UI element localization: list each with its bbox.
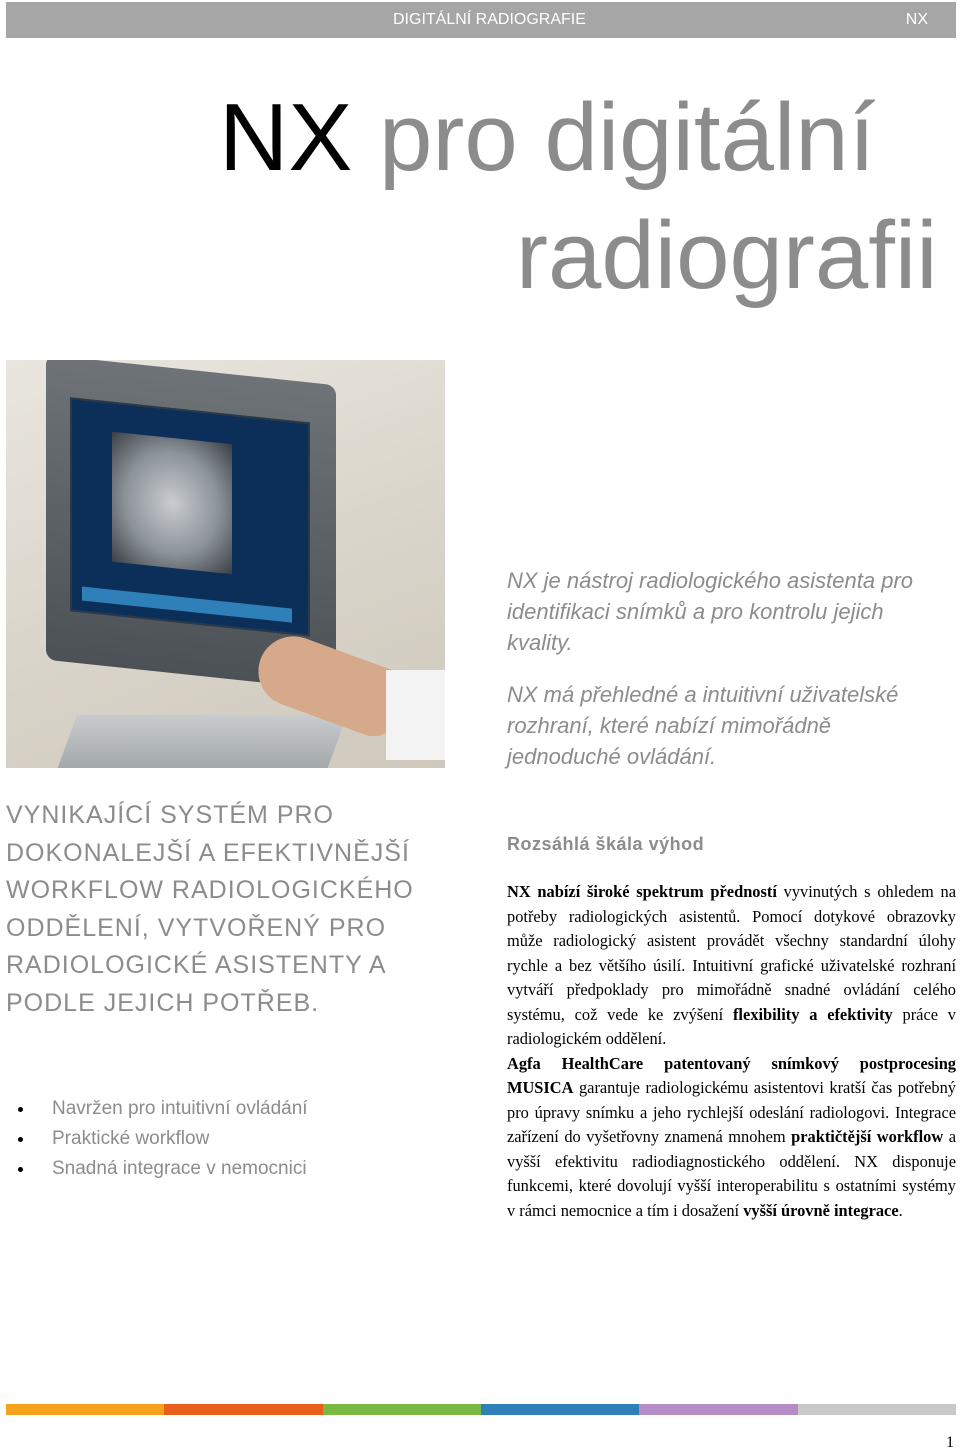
list-item: Praktické workflow xyxy=(18,1124,308,1154)
section-heading: VYNIKAJÍCÍ SYSTÉM PRO DOKONALEJŠÍ A EFEKTIVNĚJŠÍ WORKFLOW RADIOLOGICKÉHO ODDĚLENÍ, VYTVOŘENÝ PRO RADIOLOGICKÉ ASISTENTY A PODLE JEJICH POTŘEB. xyxy=(6,801,414,1017)
intro-paragraph-1: NX je nástroj radiologického asistenta pro identifikaci snímků a pro kontrolu jejich kvality. xyxy=(507,568,914,655)
monitor-screen xyxy=(70,397,310,636)
benefits-subheading: Rozsáhlá škála výhod xyxy=(507,834,705,854)
body-text-segment: . xyxy=(898,1200,903,1220)
header-product-name: NX xyxy=(905,11,928,28)
bold-phrase: praktičtější workflow xyxy=(791,1127,944,1146)
header-section-title: DIGITÁLNÍ RADIOGRAFIE xyxy=(393,11,586,28)
title-nx: NX xyxy=(219,84,353,191)
product-photo xyxy=(6,360,445,768)
stripe-segment xyxy=(798,1404,956,1415)
stripe-segment xyxy=(481,1404,639,1415)
keyboard-illustration xyxy=(55,715,347,768)
bold-phrase: flexibility a efektivity xyxy=(732,1004,893,1024)
stripe-segment xyxy=(164,1404,322,1415)
page-title-line2: radiografii xyxy=(516,202,938,309)
bold-phrase: Agfa HealthCare patentovaný snímkový postprocesing MUSICA xyxy=(507,1053,956,1097)
body-text-segment: práce v radiologickém oddělení. xyxy=(507,1004,956,1048)
body-text-segment: a vyšší efektivitu radiodiagnostického oddělení. NX disponuje funkcemi, které dovolují vyšší interoperabilitu s ostatními systémy v rámci nemocnice a tím i dosažení xyxy=(507,1127,956,1220)
footer-color-stripe xyxy=(6,1404,956,1415)
benefits-body-text xyxy=(507,880,956,1223)
title-rest: pro digitální xyxy=(352,84,876,191)
feature-list xyxy=(18,1094,308,1184)
list-item: Navržen pro intuitivní ovládání xyxy=(18,1094,308,1124)
bold-phrase: NX nabízí široké spektrum předností xyxy=(507,882,777,901)
list-item: Snadná integrace v nemocnici xyxy=(18,1154,308,1184)
page-number: 1 xyxy=(946,1434,954,1451)
xray-image xyxy=(112,432,232,575)
page-title xyxy=(219,78,875,198)
sleeve-illustration xyxy=(386,670,445,760)
header-bar xyxy=(6,2,956,38)
intro-paragraph-2: NX má přehledné a intuitivní uživatelské rozhraní, které nabízí mimořádně jednoduché ovládání. xyxy=(507,682,899,769)
stripe-segment xyxy=(323,1404,481,1415)
screen-button-row xyxy=(82,587,292,623)
bold-phrase: vyšší úrovně integrace xyxy=(743,1200,899,1220)
stripe-segment xyxy=(639,1404,797,1415)
body-text-segment: vyvinutých s ohledem na potřeby radiologických asistentů. Pomocí dotykové obrazovky může radiologický asistent provádět všechny standardní úlohy rychle a bez většího úsilí. Intuitivní grafické uživatelské rozhraní vytváří předpoklady pro mimořádně snadné ovládání celého systému, což vede ke zvýšení xyxy=(507,882,956,1024)
body-text-segment: garantuje radiologickému asistentovi kratší čas potřebný pro úpravy snímku a jeho rychlejší odeslání radiologovi. Integrace zařízení do vyšetřovny znamená mnohem xyxy=(507,1078,956,1146)
stripe-segment xyxy=(6,1404,164,1415)
